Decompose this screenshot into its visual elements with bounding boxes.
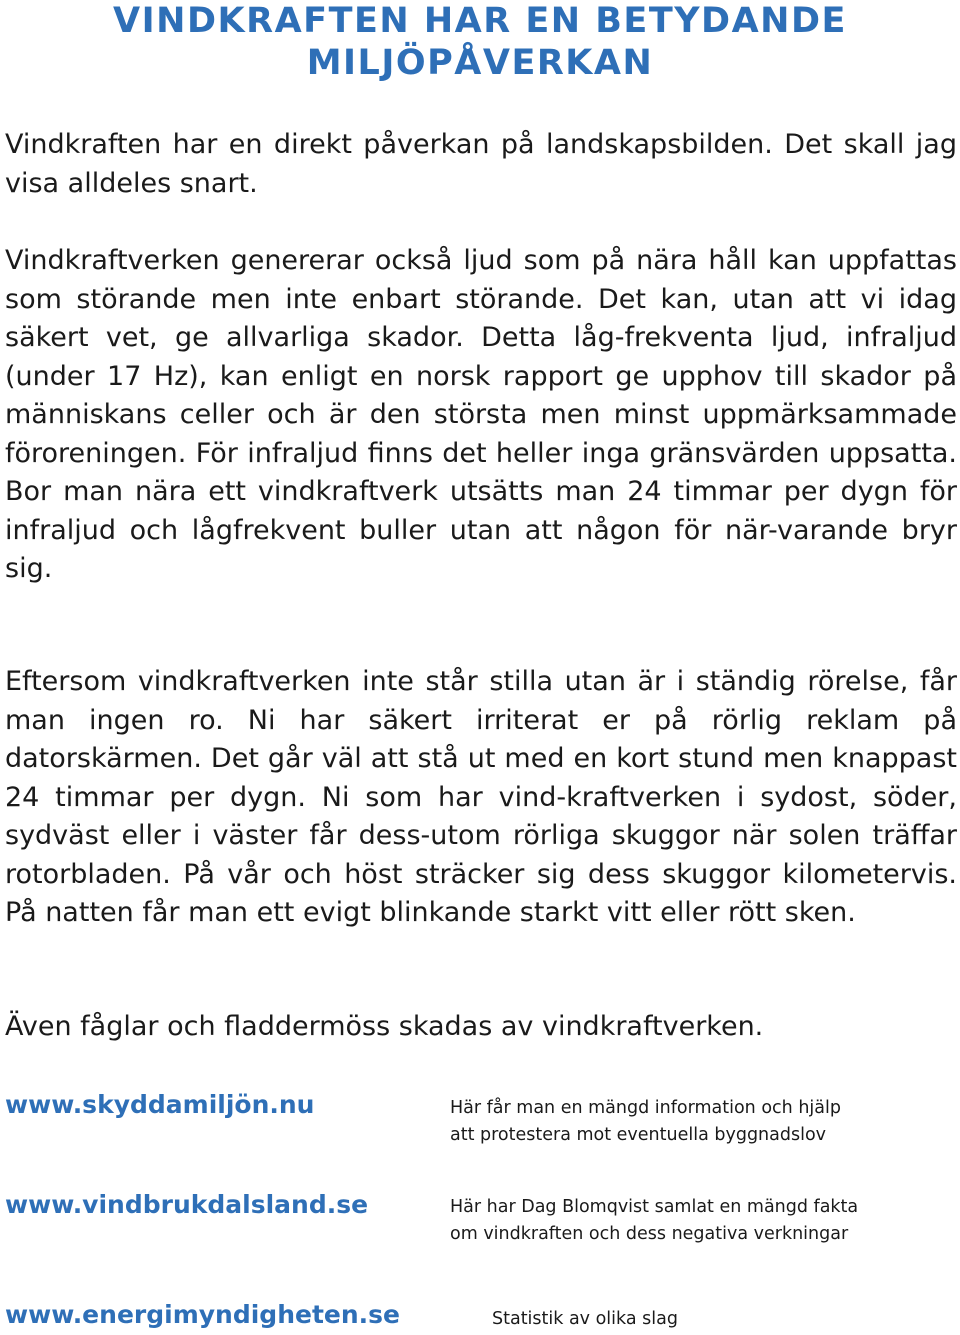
link-skyddamiljon-desc-line-1: Här får man en mängd information och hjälp xyxy=(450,1098,841,1118)
link-skyddamiljon-desc-line-2: att protestera mot eventuella byggnadslov xyxy=(450,1125,827,1145)
paragraph-birds-bats: Även fåglar och fladdermöss skadas av vindkraftverken. xyxy=(5,1011,764,1042)
link-skyddamiljon-description xyxy=(450,1095,841,1149)
link-energimyndigheten-desc-line-1: Statistik av olika slag xyxy=(492,1309,678,1329)
link-energimyndigheten[interactable]: www.energimyndigheten.se xyxy=(5,1300,400,1329)
paragraph-noise: Vindkraftverken genererar också ljud som på nära håll kan uppfattas som störande men inte enbart störande. Det kan, utan att vi idag säkert vet, ge allvarliga skador. Detta låg-frekventa ljud, infraljud (under 17 Hz), kan enligt en norsk rapport ge upphov till skador på människans celler och är den största men minst uppmärksammade föroreningen. För infraljud finns det heller inga gränsvärden uppsatta. Bor man nära ett vindkraftverk utsätts man 24 timmar per dygn för infraljud och lågfrekvent buller utan att någon för när-varande bryr sig. xyxy=(5,245,957,584)
link-skyddamiljon[interactable]: www.skyddamiljön.nu xyxy=(5,1090,315,1119)
link-vindbrukdalsland-desc-line-1: Här har Dag Blomqvist samlat en mängd fakta xyxy=(450,1197,859,1217)
page-title-line-2: MILJÖPÅVERKAN xyxy=(306,43,654,83)
link-vindbrukdalsland[interactable]: www.vindbrukdalsland.se xyxy=(5,1190,369,1219)
link-energimyndigheten-description xyxy=(492,1306,678,1333)
paragraph-landscape: Vindkraften har en direkt påverkan på landskapsbilden. Det skall jag visa alldeles snart. xyxy=(5,129,957,199)
link-vindbrukdalsland-description xyxy=(450,1194,858,1248)
paragraph-movement-shadows: Eftersom vindkraftverken inte står stilla utan är i ständig rörelse, får man ingen ro. Ni har säkert irriterat er på rörlig reklam på datorskärmen. Det går väl att stå ut med en kort stund men knappast 24 timmar per dygn. Ni som har vind-kraftverken i sydost, söder, sydväst eller i väster får dess-utom rörliga skuggor när solen träffar rotorbladen. På vår och höst sträcker sig dess skuggor kilometervis. På natten får man ett evigt blinkande starkt vitt eller rött sken. xyxy=(5,666,957,928)
page-title xyxy=(0,0,960,84)
link-vindbrukdalsland-desc-line-2: om vindkraften och dess negativa verkningar xyxy=(450,1224,849,1244)
page-title-line-1: VINDKRAFTEN HAR EN BETYDANDE xyxy=(113,1,847,41)
